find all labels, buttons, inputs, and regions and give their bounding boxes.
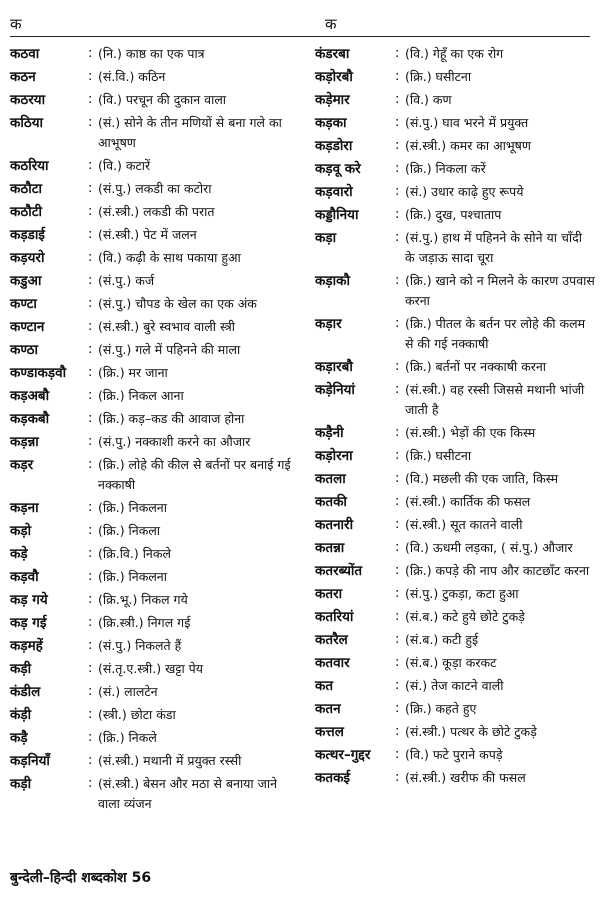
- definition: (सं.पु.) हाथ में पहिनने के सोने या चाँदी के जड़ाऊ सादा चूरा: [405, 230, 583, 265]
- headword: कठरिया: [10, 158, 49, 174]
- definition: (वि.) ऊधमी लड़का, ( सं.पु.) औजार: [405, 540, 573, 555]
- dictionary-entry: [315, 699, 595, 719]
- dictionary-entry: [10, 248, 295, 268]
- definition: (क्रि.) घसीटना: [405, 448, 472, 463]
- separator: :: [395, 359, 400, 374]
- headword: कतकई: [315, 770, 351, 786]
- dictionary-entry: [315, 90, 595, 110]
- dictionary-entry: [10, 409, 295, 429]
- dictionary-entry: [315, 67, 595, 87]
- separator: :: [88, 707, 93, 722]
- separator: :: [395, 770, 400, 785]
- definition: (क्रि.) लोहे की कील से बर्तनों पर बनाई गई नक्काषी: [98, 457, 291, 492]
- dictionary-entry: [10, 455, 295, 495]
- headword: कंड़ी: [10, 707, 32, 723]
- dictionary-entry: [315, 136, 595, 156]
- separator: :: [88, 181, 93, 196]
- separator: :: [88, 365, 93, 380]
- separator: :: [88, 227, 93, 242]
- separator: :: [88, 296, 93, 311]
- dictionary-entry: [10, 751, 295, 771]
- definition: (सं.स्त्री.) वह रस्सी जिससे मथानी भांजी जाती है: [405, 382, 585, 417]
- definition: (सं.) लालटेन: [98, 684, 158, 699]
- dictionary-entry: [10, 90, 295, 110]
- dictionary-entry: [10, 317, 295, 337]
- definition: (सं.पु.) टुकड़ा, कटा हुआ: [405, 586, 519, 601]
- separator: :: [88, 434, 93, 449]
- dictionary-entry: [10, 590, 295, 610]
- separator: :: [395, 316, 400, 331]
- separator: :: [395, 632, 400, 647]
- headword: कड़ गई: [10, 615, 47, 631]
- definition: (क्रि.) निकला: [98, 523, 161, 538]
- headword: कतकी: [315, 494, 347, 510]
- headword: कडुआ: [10, 273, 42, 289]
- headword: कड़ारबौ: [315, 359, 353, 375]
- separator: :: [395, 586, 400, 601]
- definition: (सं.पु.) घाव भरने में प्रयुक्त: [405, 115, 529, 130]
- headword: कठरया: [10, 92, 46, 108]
- dictionary-entry: [315, 492, 595, 512]
- definition: (सं.पु.) निकलते हैं: [98, 638, 182, 653]
- definition: (क्रि.) निकले: [98, 730, 157, 745]
- dictionary-entry: [315, 768, 595, 788]
- separator: :: [88, 638, 93, 653]
- separator: :: [88, 457, 93, 472]
- headword: कड़ी: [10, 776, 32, 792]
- headword: कंडील: [10, 684, 41, 700]
- definition: (क्रि.) दुख, पश्चाताप: [405, 207, 502, 222]
- headword: कठौटी: [10, 204, 43, 220]
- definition: (क्रि.) निकलना: [98, 500, 167, 515]
- dictionary-entry: [10, 774, 295, 814]
- definition: (वि.) कढ़ी के साथ पकाया हुआ: [98, 250, 241, 265]
- dictionary-entry: [10, 567, 295, 587]
- headword: कड़नियाँ: [10, 753, 50, 769]
- headword: कड़वौ: [10, 569, 39, 585]
- separator: :: [395, 724, 400, 739]
- header-letter-right: क: [325, 15, 337, 33]
- dictionary-entry: [315, 446, 595, 466]
- separator: :: [88, 158, 93, 173]
- definition: (क्रि.) बर्तनों पर नक्काषी करना: [405, 359, 547, 374]
- page-footer: बुन्देली–हिन्दी शब्दकोश 56: [10, 870, 152, 886]
- definition: (सं.स्त्री.) पत्थर के छोटे टुकड़े: [405, 724, 537, 739]
- separator: :: [88, 115, 93, 130]
- definition: (वि.) परचून की दुकान वाला: [98, 92, 227, 107]
- headword: कड़र: [10, 457, 34, 473]
- dictionary-entry: [315, 44, 595, 64]
- dictionary-entry: [10, 113, 295, 153]
- headword: कड़ना: [10, 500, 39, 516]
- separator: :: [395, 471, 400, 486]
- definition: (सं.पु.) चौपड के खेल का एक अंक: [98, 296, 257, 311]
- separator: :: [88, 569, 93, 584]
- dictionary-entry: [10, 521, 295, 541]
- separator: :: [395, 563, 400, 578]
- separator: :: [88, 592, 93, 607]
- dictionary-entry: [315, 469, 595, 489]
- dictionary-entry: [315, 380, 595, 420]
- definition: (सं.स्त्री.) बेसन और मठा से बनाया जाने वाला व्यंजन: [98, 776, 278, 811]
- definition: (सं.तृ.ए.स्त्री.) खट्टा पेय: [98, 661, 204, 676]
- definition: (क्रि.वि.) निकले: [98, 546, 171, 561]
- definition: (स्त्री.) छोटा कंडा: [98, 707, 176, 722]
- headword: कतनारी: [315, 517, 354, 533]
- headword: कण्डाकड़वौ: [10, 365, 67, 381]
- definition: (सं.स्त्री.) लकडी की परात: [98, 204, 215, 219]
- definition: (क्रि.) कपड़े की नाप और काटछाँट करना: [405, 563, 590, 578]
- definition: (सं.) तेज काटने वाली: [405, 678, 504, 693]
- definition: (क्रि.) कड़–कड की आवाज होना: [98, 411, 245, 426]
- separator: :: [88, 342, 93, 357]
- separator: :: [395, 747, 400, 762]
- page-header: [10, 14, 590, 36]
- headword: कत्थर–गुद्दर: [315, 747, 371, 763]
- definition: (क्रि.) मर जाना: [98, 365, 168, 380]
- definition: (सं.) सोने के तीन मणियों से बना गले का आभूषण: [98, 115, 282, 150]
- dictionary-entry: [315, 159, 595, 179]
- left-column: [10, 44, 295, 817]
- separator: :: [395, 184, 400, 199]
- dictionary-entry: [10, 179, 295, 199]
- dictionary-entry: [10, 225, 295, 245]
- dictionary-entry: [10, 363, 295, 383]
- definition: (वि.) फटे पुराने कपड़े: [405, 747, 503, 762]
- separator: :: [88, 684, 93, 699]
- headword: कतन: [315, 701, 341, 717]
- headword: कड़का: [315, 115, 347, 131]
- headword: कड़ गये: [10, 592, 48, 608]
- headword: कड़ाकौ: [315, 273, 350, 289]
- definition: (सं.स्त्री.) मथानी में प्रयुक्त रस्सी: [98, 753, 242, 768]
- dictionary-entry: [315, 745, 595, 765]
- headword: कड़े: [10, 546, 28, 562]
- separator: :: [88, 523, 93, 538]
- definition: (सं.स्त्री.) खरीफ की फसल: [405, 770, 526, 785]
- dictionary-entry: [315, 182, 595, 202]
- separator: :: [395, 540, 400, 555]
- definition: (नि.) काष्ठ का एक पात्र: [98, 46, 205, 61]
- headword: कड़यरो: [10, 250, 45, 266]
- dictionary-entry: [315, 722, 595, 742]
- dictionary-entry: [315, 228, 595, 268]
- headword: कड्डौनिया: [315, 207, 359, 223]
- headword: कड़ेमार: [315, 92, 350, 108]
- headword: कड़ा: [315, 230, 337, 246]
- definition: (सं.ब.) कटी हुई: [405, 632, 479, 647]
- separator: :: [395, 494, 400, 509]
- separator: :: [88, 500, 93, 515]
- dictionary-entry: [10, 294, 295, 314]
- headword: कड़ैनी: [315, 425, 344, 441]
- definition: (क्रि.) निकलना: [98, 569, 167, 584]
- headword: कतरैल: [315, 632, 348, 648]
- separator: :: [395, 92, 400, 107]
- dictionary-entry: [10, 613, 295, 633]
- dictionary-entry: [315, 561, 595, 581]
- headword: कड़कबौ: [10, 411, 50, 427]
- dictionary-entry: [315, 113, 595, 133]
- separator: :: [88, 615, 93, 630]
- dictionary-entry: [10, 67, 295, 87]
- dictionary-entry: [10, 340, 295, 360]
- definition: (क्रि.भू.) निकल गये: [98, 592, 188, 607]
- headword: कतवार: [315, 655, 350, 671]
- separator: :: [395, 161, 400, 176]
- definition: (सं.ब.) कटे हुये छोटे टुकड़े: [405, 609, 525, 624]
- separator: :: [88, 46, 93, 61]
- dictionary-entry: [10, 386, 295, 406]
- headword: कठन: [10, 69, 36, 85]
- definition: (सं.पु.) गले में पहिनने की माला: [98, 342, 241, 357]
- headword: कड़ै: [10, 730, 28, 746]
- dictionary-entry: [315, 630, 595, 650]
- separator: :: [395, 46, 400, 61]
- headword: कड़डाई: [10, 227, 45, 243]
- dictionary-entry: [10, 271, 295, 291]
- definition: (सं.स्त्री.) कमर का आभूषण: [405, 138, 531, 153]
- dictionary-entry: [315, 538, 595, 558]
- separator: :: [395, 678, 400, 693]
- header-rule: [10, 36, 590, 37]
- headword: कण्टा: [10, 296, 37, 312]
- separator: :: [395, 138, 400, 153]
- dictionary-entry: [10, 705, 295, 725]
- separator: :: [88, 69, 93, 84]
- definition: (सं.स्त्री.) बुरे स्वभाव वाली स्त्री: [98, 319, 235, 334]
- separator: :: [395, 69, 400, 84]
- definition: (वि.) कटारें: [98, 158, 151, 173]
- dictionary-entry: [10, 682, 295, 702]
- definition: (क्रि.) निकल आना: [98, 388, 184, 403]
- dictionary-entry: [10, 659, 295, 679]
- headword: कण्टान: [10, 319, 45, 335]
- separator: :: [395, 701, 400, 716]
- separator: :: [395, 273, 400, 288]
- separator: :: [395, 207, 400, 222]
- definition: (क्रि.) घसीटना: [405, 69, 472, 84]
- definition: (क्रि.) कहते हुए: [405, 701, 477, 716]
- separator: :: [395, 517, 400, 532]
- headword: कत: [315, 678, 334, 694]
- separator: :: [395, 609, 400, 624]
- headword: कत्तल: [315, 724, 344, 740]
- definition: (सं.) उधार काढ़े हुए रूपये: [405, 184, 524, 199]
- definition: (सं.पु.) लकडी का कटोरा: [98, 181, 212, 196]
- definition: (वि.) गेहूँ का एक रोग: [405, 46, 504, 61]
- dictionary-entry: [315, 357, 595, 377]
- definition: (सं.स्त्री.) भेड़ों की एक किस्म: [405, 425, 536, 440]
- headword: कतला: [315, 471, 346, 487]
- headword: कड़ेनियां: [315, 382, 355, 398]
- dictionary-entry: [315, 607, 595, 627]
- headword: कड़महें: [10, 638, 43, 654]
- definition: (वि.) कण: [405, 92, 452, 107]
- headword: कठिया: [10, 115, 44, 131]
- definition: (सं.पु.) नक्काशी करने का औजार: [98, 434, 251, 449]
- definition: (क्रि.स्त्री.) निगल गई: [98, 615, 191, 630]
- definition: (सं.ब.) कूड़ा करकट: [405, 655, 497, 670]
- headword: कतरब्योंत: [315, 563, 363, 579]
- dictionary-entry: [10, 44, 295, 64]
- definition: (वि.) मछली की एक जाति, किस्म: [405, 471, 559, 486]
- dictionary-entry: [10, 432, 295, 452]
- headword: कतरा: [315, 586, 343, 602]
- headword: कड़ोरबौ: [315, 69, 353, 85]
- headword: कड़वारो: [315, 184, 353, 200]
- headword: कंडरबा: [315, 46, 350, 62]
- headword: कड़ी: [10, 661, 32, 677]
- separator: :: [88, 730, 93, 745]
- dictionary-entry: [315, 423, 595, 443]
- separator: :: [88, 250, 93, 265]
- dictionary-entry: [315, 205, 595, 225]
- separator: :: [88, 204, 93, 219]
- headword: कतन्ना: [315, 540, 345, 556]
- separator: :: [88, 92, 93, 107]
- dictionary-entry: [315, 271, 595, 311]
- dictionary-entry: [315, 314, 595, 354]
- dictionary-entry: [10, 156, 295, 176]
- dictionary-entry: [315, 653, 595, 673]
- headword: कड़ो: [10, 523, 32, 539]
- dictionary-entry: [315, 676, 595, 696]
- right-column: [315, 44, 595, 791]
- separator: :: [395, 382, 400, 397]
- headword: कड़ार: [315, 316, 342, 332]
- headword: कड़डोरा: [315, 138, 353, 154]
- headword: कण्ठा: [10, 342, 38, 358]
- separator: :: [88, 753, 93, 768]
- separator: :: [88, 776, 93, 791]
- definition: (क्रि.) खाने को न मिलने के कारण उपवास करना: [405, 273, 595, 308]
- header-letter-left: क: [10, 15, 22, 33]
- separator: :: [88, 546, 93, 561]
- dictionary-entry: [315, 515, 595, 535]
- separator: :: [395, 425, 400, 440]
- definition: (क्रि.) निकला करें: [405, 161, 486, 176]
- dictionary-entry: [10, 202, 295, 222]
- headword: कठवा: [10, 46, 40, 62]
- dictionary-entry: [10, 498, 295, 518]
- separator: :: [88, 411, 93, 426]
- definition: (सं.वि.) कठिन: [98, 69, 166, 84]
- definition: (सं.स्त्री.) कार्तिक की फसल: [405, 494, 531, 509]
- headword: कड़ोरना: [315, 448, 353, 464]
- headword: कतरियां: [315, 609, 354, 625]
- definition: (क्रि.) पीतल के बर्तन पर लोहे की कलम से की गई नक्काषी: [405, 316, 586, 351]
- dictionary-entry: [10, 636, 295, 656]
- separator: :: [88, 319, 93, 334]
- separator: :: [395, 230, 400, 245]
- headword: कठौटा: [10, 181, 43, 197]
- definition: (सं.स्त्री.) पेट में जलन: [98, 227, 197, 242]
- separator: :: [88, 661, 93, 676]
- dictionary-entry: [10, 544, 295, 564]
- separator: :: [88, 273, 93, 288]
- separator: :: [395, 448, 400, 463]
- headword: कड़अबौ: [10, 388, 50, 404]
- definition: (सं.पु.) कर्ज: [98, 273, 155, 288]
- separator: :: [395, 115, 400, 130]
- separator: :: [395, 655, 400, 670]
- dictionary-entry: [315, 584, 595, 604]
- separator: :: [88, 388, 93, 403]
- headword: कड़न्ना: [10, 434, 39, 450]
- dictionary-entry: [10, 728, 295, 748]
- headword: कड़वू करे: [315, 161, 361, 177]
- definition: (सं.स्त्री.) सूत कातने वाली: [405, 517, 523, 532]
